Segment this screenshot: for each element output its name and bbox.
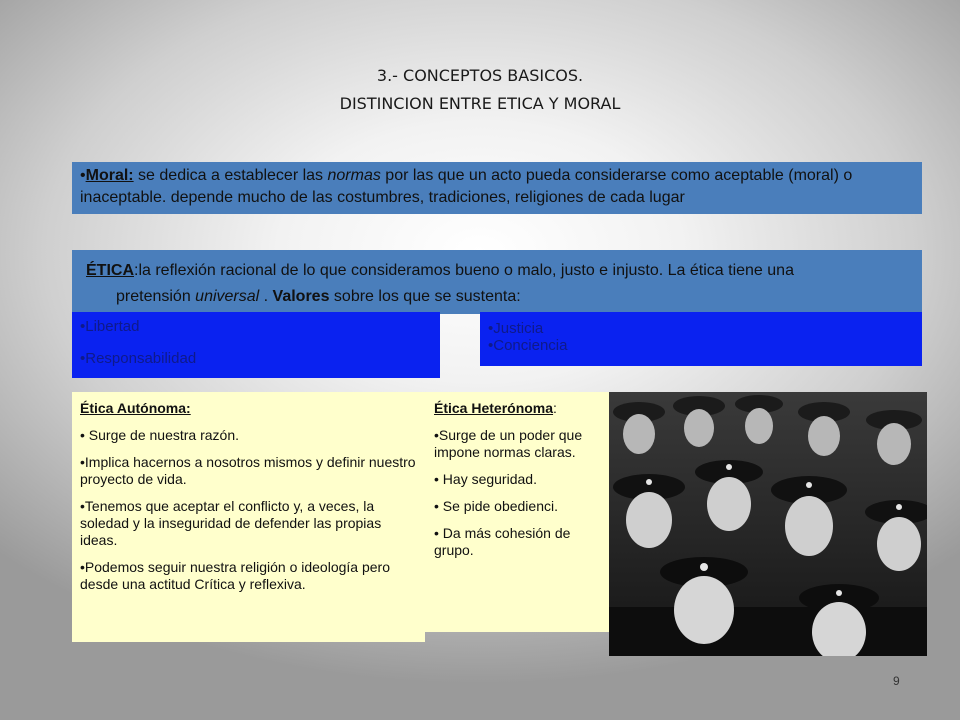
value-responsabilidad: •Responsabilidad xyxy=(80,350,197,367)
heteronoma-heading-suffix: : xyxy=(553,400,557,416)
etica-heteronoma-box xyxy=(425,392,610,632)
autonoma-item: • Surge de nuestra razón. xyxy=(80,427,239,443)
heteronoma-heading-line xyxy=(434,400,606,417)
title-line-1: 3.- CONCEPTOS BASICOS. xyxy=(376,66,584,85)
etica-line-2 xyxy=(86,286,910,308)
moral-emphasis: normas xyxy=(327,167,381,184)
values-left-box xyxy=(72,312,440,378)
autonoma-item: •Tenemos que aceptar el conflicto y, a veces, la soledad y la inseguridad de defender las propias ideas. xyxy=(80,498,382,548)
heteronoma-item: • Se pide obedienci. xyxy=(434,498,558,514)
moral-text-1: se dedica a establecer las xyxy=(133,167,328,184)
etica-term: ÉTICA xyxy=(86,262,134,279)
moral-definition-box xyxy=(72,162,922,214)
heteronoma-item: • Hay seguridad. xyxy=(434,471,537,487)
etica-text-2: pretensión xyxy=(116,288,196,305)
page-number: 9 xyxy=(893,674,900,688)
autonoma-item: •Podemos seguir nuestra religión o ideología pero desde una actitud Crítica y reflexiva. xyxy=(80,559,390,592)
etica-definition-box xyxy=(72,250,922,314)
title-line-2: DISTINCION ENTRE ETICA Y MORAL xyxy=(339,94,621,113)
etica-text-3: . xyxy=(259,288,273,305)
moral-bullet: • xyxy=(80,167,86,184)
soldiers-photo xyxy=(609,392,927,656)
autonoma-item: •Implica hacernos a nosotros mismos y definir nuestro proyecto de vida. xyxy=(80,454,416,487)
slide-title xyxy=(0,62,960,118)
etica-emphasis: universal xyxy=(195,288,260,305)
moral-term: Moral: xyxy=(85,167,134,184)
etica-text-4: sobre los que se sustenta: xyxy=(329,288,521,305)
etica-autonoma-box xyxy=(72,392,425,642)
autonoma-heading: Ética Autónoma: xyxy=(80,400,191,416)
etica-bold-valores: Valores xyxy=(272,288,330,305)
values-right-box xyxy=(480,312,922,366)
heteronoma-heading: Ética Heterónoma xyxy=(434,400,554,416)
value-libertad: •Libertad xyxy=(80,318,140,335)
heteronoma-item: • Da más cohesión de grupo. xyxy=(434,525,571,558)
etica-text-1: :la reflexión racional de lo que consideramos bueno o malo, justo e injusto. La ética tiene una xyxy=(134,262,794,279)
value-conciencia: •Conciencia xyxy=(488,337,568,354)
value-justicia: •Justicia xyxy=(488,320,544,337)
moral-text-2: por las que un acto pueda considerarse como aceptable (moral) o inaceptable. depende mucho de las costumbres, tradiciones, religiones de cada lugar xyxy=(80,167,853,206)
heteronoma-item: •Surge de un poder que impone normas claras. xyxy=(434,427,583,460)
soldiers-photo-illustration xyxy=(609,392,927,656)
